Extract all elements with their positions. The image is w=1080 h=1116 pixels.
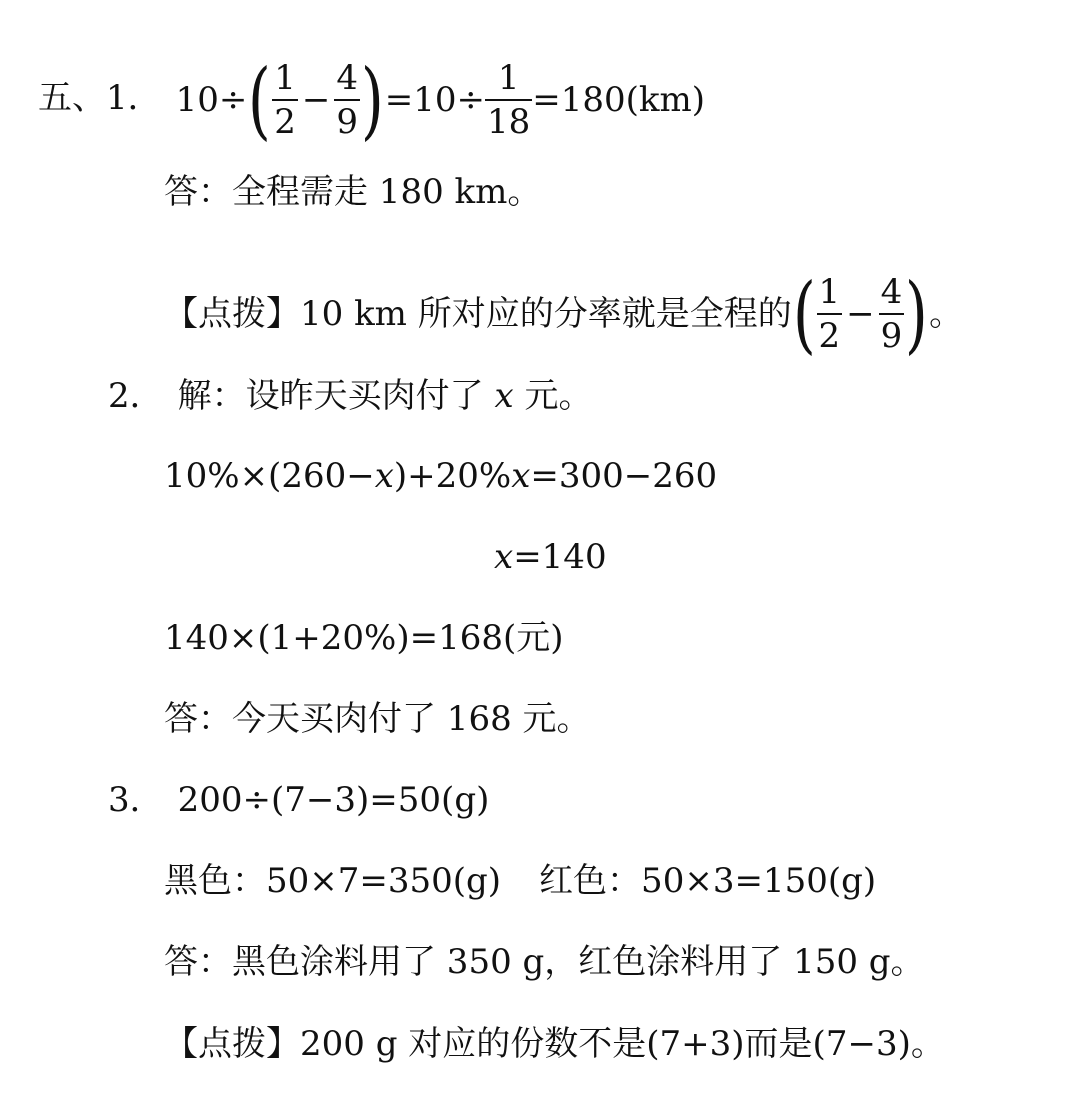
problem-1-label: 五、1． [38, 78, 162, 118]
eq1-part-b: )+20% [393, 456, 512, 496]
eq1-part-c: =300−260 [530, 456, 718, 496]
hint-end: 。 [929, 294, 964, 334]
problem-1-hint [164, 265, 964, 363]
paren-open: ( [248, 51, 272, 149]
problem-1-expression [175, 51, 706, 149]
problem-2-answer: 答：今天买肉付了 168 元。 [164, 699, 591, 739]
hint-text: 【点拨】10 km 所对应的分率就是全程的 [164, 294, 792, 334]
problem-2-intro [108, 376, 592, 416]
fraction-1-18: $\frac{1}{18}$ [487, 58, 531, 142]
paren-close: ) [360, 51, 384, 149]
problem-3-hint: 【点拨】200 g 对应的份数不是(7+3)而是(7−3)。 [164, 1024, 945, 1064]
hint-fraction-4-9: $\frac{4}{9}$ [880, 272, 903, 356]
hint-paren-open: ( [792, 265, 816, 363]
problem-2-equation-3: 140×(1+20%)=168(元) [164, 618, 564, 658]
problem-1-answer: 答：全程需走 180 km。 [164, 172, 542, 212]
eq-mid: =10÷ [384, 80, 485, 120]
problem-2-intro-var: x [494, 376, 514, 416]
fraction-4-9: $\frac{4}{9}$ [336, 58, 358, 142]
problem-2-intro-post: 元。 [513, 376, 593, 416]
eq1-var-2: x [511, 456, 531, 496]
black-calc: 黑色：50×7=350(g) [164, 861, 502, 901]
problem-2-label: 2． [108, 376, 164, 416]
eq2-rest: =140 [513, 537, 607, 577]
hint-paren-close: ) [905, 265, 929, 363]
hint-row [164, 265, 964, 363]
eq1-var-1: x [374, 456, 394, 496]
problem-2-equation-1 [164, 456, 717, 496]
problem-2-equation-2 [494, 537, 607, 577]
problem-1-equation [38, 51, 706, 149]
eq1-part-a: 10%×(260− [164, 456, 375, 496]
problem-2-intro-pre: 解：设昨天买肉付了 [177, 376, 495, 416]
problem-3-label: 3． [108, 780, 164, 820]
problem-3-equation-2 [164, 861, 876, 901]
eq-result: =180(km) [532, 80, 706, 120]
red-calc: 红色：50×3=150(g) [539, 861, 877, 901]
minus-sign: − [301, 80, 331, 120]
expr-prefix: 10÷ [175, 80, 248, 120]
problem-3-eq1: 200÷(7−3)=50(g) [177, 780, 490, 820]
fraction-1-2: $\frac{1}{2}$ [274, 58, 296, 142]
eq2-var: x [494, 537, 514, 577]
problem-3-answer: 答：黑色涂料用了 350 g，红色涂料用了 150 g。 [164, 942, 925, 982]
problem-3-equation-1 [108, 780, 489, 820]
hint-fraction-1-2: $\frac{1}{2}$ [818, 272, 841, 356]
hint-minus-sign: − [846, 294, 875, 334]
